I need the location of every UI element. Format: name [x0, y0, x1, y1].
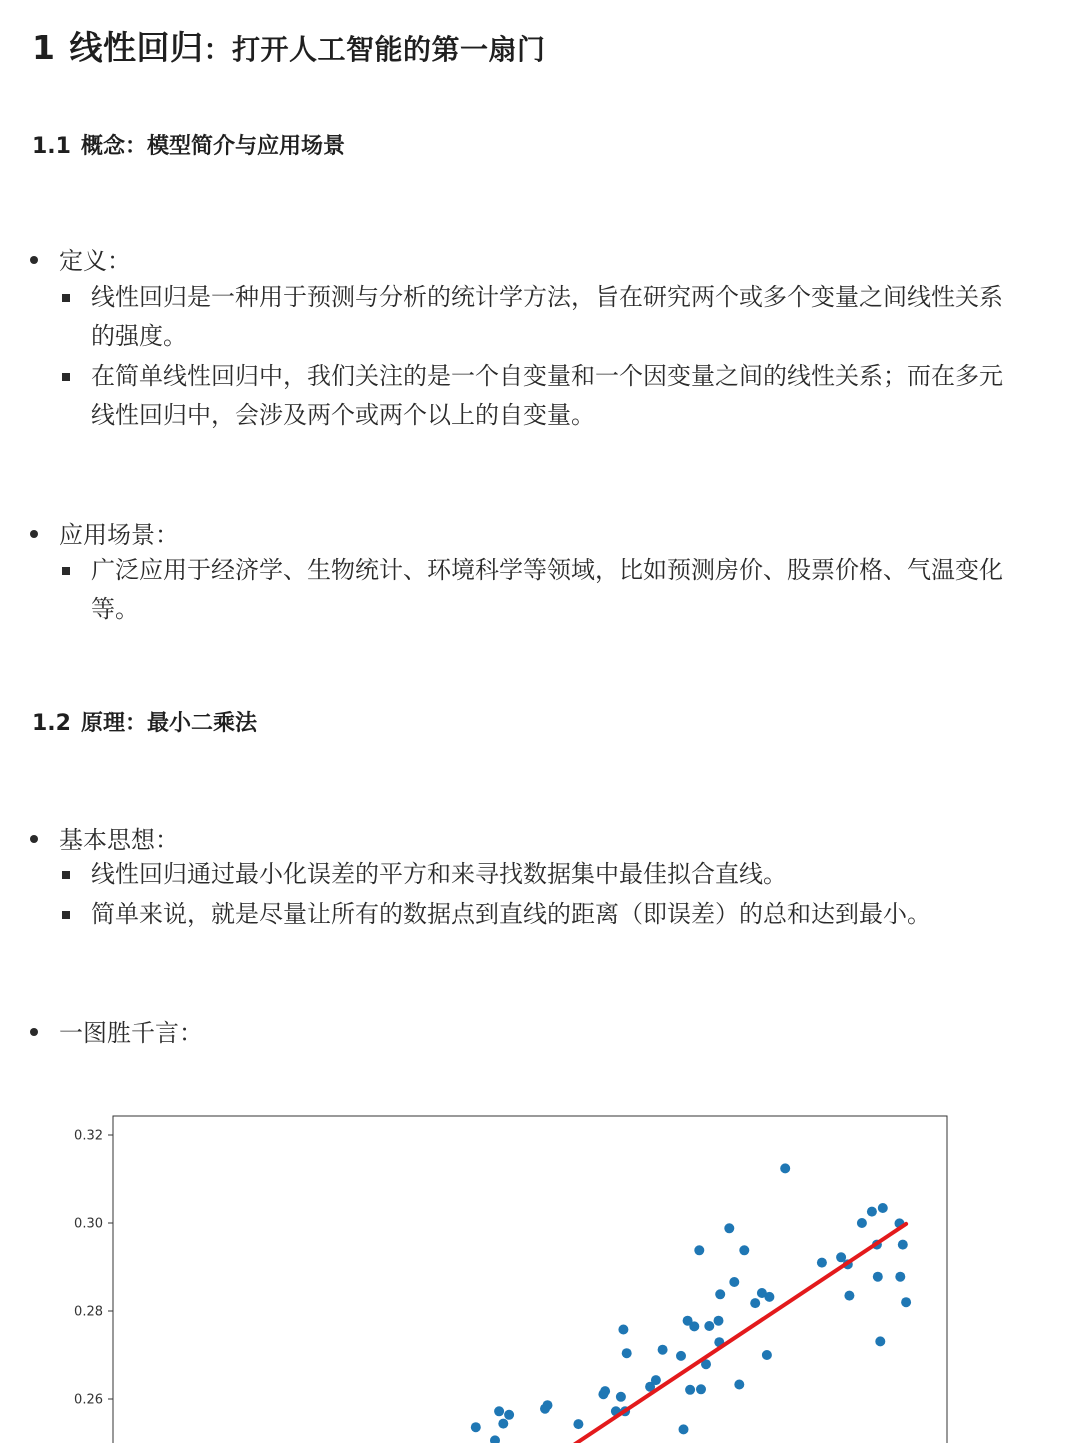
regression-line	[534, 1224, 906, 1443]
data-point	[618, 1325, 628, 1335]
bullet-label: 基本思想：	[59, 826, 179, 854]
data-point	[750, 1298, 760, 1308]
list-item-text: 广泛应用于经济学、生物统计、环境科学等领域，比如预测房价、股票价格、气温变化等。	[91, 556, 1003, 623]
bullet-dot-icon	[30, 530, 38, 538]
data-point	[573, 1419, 583, 1429]
bullet-label: 一图胜千言：	[59, 1019, 203, 1047]
section-title: 概念：模型简介与应用场景	[80, 134, 345, 159]
bullet-label: 应用场景：	[59, 521, 179, 549]
data-point	[498, 1419, 508, 1429]
data-point	[739, 1245, 749, 1255]
bullet-picture	[30, 1013, 203, 1048]
bullet-definition	[30, 241, 131, 276]
square-bullet-icon	[62, 911, 70, 919]
section-heading-principle	[32, 706, 257, 737]
bullet-basic-idea	[30, 820, 179, 855]
page-title-number: 1	[32, 28, 56, 67]
data-point	[901, 1297, 911, 1307]
data-point	[694, 1245, 704, 1255]
data-point	[780, 1163, 790, 1173]
data-point	[734, 1380, 744, 1390]
data-point	[622, 1348, 632, 1358]
data-point	[724, 1223, 734, 1233]
list-item-text: 线性回归是一种用于预测与分析的统计学方法，旨在研究两个或多个变量之间线性关系的强度。	[91, 283, 1003, 350]
data-point	[714, 1316, 724, 1326]
data-point	[685, 1385, 695, 1395]
page-title-subtitle: ：打开人工智能的第一扇门	[203, 33, 546, 66]
data-point	[844, 1291, 854, 1301]
data-point	[543, 1400, 553, 1410]
square-bullet-icon	[62, 294, 70, 302]
y-tick-label: 0.28	[74, 1304, 103, 1320]
data-point	[676, 1351, 686, 1361]
section-title: 原理：最小二乘法	[80, 711, 257, 736]
data-point	[616, 1392, 626, 1402]
list-item-text: 在简单线性回归中，我们关注的是一个自变量和一个因变量之间的线性关系；而在多元线性回归中，会涉及两个或两个以上的自变量。	[91, 362, 1003, 429]
data-point	[471, 1422, 481, 1432]
data-point	[651, 1375, 661, 1385]
regression-chart	[60, 1105, 960, 1443]
page-title	[32, 22, 545, 69]
data-point	[494, 1406, 504, 1416]
square-bullet-icon	[62, 871, 70, 879]
data-point	[729, 1277, 739, 1287]
bullet-application	[30, 515, 179, 550]
data-point	[696, 1384, 706, 1394]
bullet-label: 定义：	[59, 247, 131, 275]
data-point	[875, 1336, 885, 1346]
square-bullet-icon	[62, 373, 70, 381]
bullet-dot-icon	[30, 835, 38, 843]
list-item	[62, 855, 1020, 894]
section-heading-concept	[32, 129, 345, 160]
section-number: 1.2	[32, 711, 71, 736]
y-tick-label: 0.32	[74, 1128, 103, 1144]
data-point	[878, 1203, 888, 1213]
data-point	[764, 1292, 774, 1302]
data-point	[817, 1258, 827, 1268]
data-point	[762, 1350, 772, 1360]
page-title-text: 线性回归	[69, 28, 204, 67]
section-number: 1.1	[32, 134, 71, 159]
bullet-dot-icon	[30, 1028, 38, 1036]
data-point	[857, 1218, 867, 1228]
data-point	[504, 1410, 514, 1420]
y-tick-label: 0.26	[74, 1392, 103, 1408]
data-point	[873, 1272, 883, 1282]
data-point	[715, 1289, 725, 1299]
data-point	[867, 1207, 877, 1217]
y-tick-label: 0.30	[74, 1216, 103, 1232]
list-item-text: 线性回归通过最小化误差的平方和来寻找数据集中最佳拟合直线。	[91, 860, 787, 888]
list-item-text: 简单来说，就是尽量让所有的数据点到直线的距离（即误差）的总和达到最小。	[91, 900, 931, 928]
list-item	[62, 895, 1020, 934]
list-item	[62, 278, 1020, 356]
data-point	[600, 1386, 610, 1396]
data-point	[490, 1435, 500, 1443]
square-bullet-icon	[62, 567, 70, 575]
data-point	[895, 1272, 905, 1282]
data-point	[679, 1424, 689, 1434]
list-item	[62, 551, 1020, 629]
data-point	[689, 1321, 699, 1331]
list-item	[62, 357, 1020, 435]
data-point	[898, 1240, 908, 1250]
chart-svg	[60, 1105, 960, 1443]
data-point	[658, 1345, 668, 1355]
data-point	[704, 1321, 714, 1331]
bullet-dot-icon	[30, 256, 38, 264]
